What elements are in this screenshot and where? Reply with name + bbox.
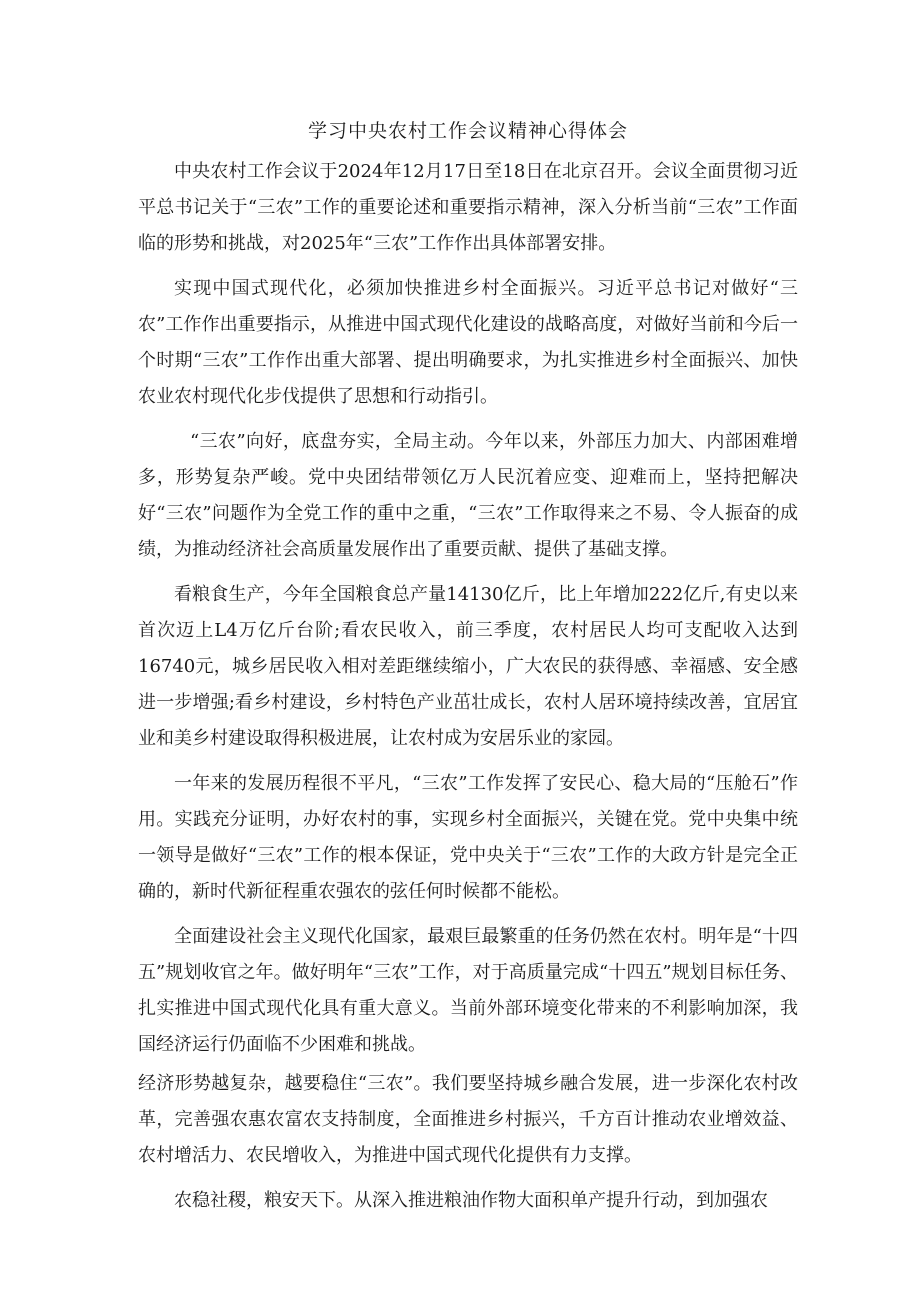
paragraph-meeting-intro: 中央农村工作会议于2024年12月17日至18日在北京召开。会议全面贯彻习近平总书记关于“三农”工作的重要论述和重要指示精神，深入分析当前“三农”工作面临的形势和挑战，对2025年“三农”工作作出具体部署安排。: [138, 161, 798, 254]
paragraph-economic-situation: 经济形势越复杂，越要稳住“三农”。我们要坚持城乡融合发展，进一步深化农村改革，完善强农惠农富农支持制度，全面推进乡村振兴，千方百计推动农业增效益、农村增活力、农民增收入，为推进中国式现代化提供有力支撑。: [138, 1073, 798, 1166]
paragraph-food-security: 农稳社稷，粮安天下。从深入推进粮油作物大面积单产提升行动，到加强农: [174, 1190, 768, 1211]
document-title: 学习中央农村工作会议精神心得体会: [307, 120, 628, 142]
paragraph-modern-country: 全面建设社会主义现代化国家，最艰巨最繁重的任务仍然在农村。明年是“十四五”规划收官之年。做好明年“三农”工作，对于高质量完成“十四五”规划目标任务、扎实推进中国式现代化具有重大意义。当前外部环境变化带来的不利影响加深，我国经济运行仍面临不少困难和挑战。: [138, 926, 798, 1055]
paragraph-development-course: 一年来的发展历程很不平凡，“三农”工作发挥了安民心、稳大局的“压舱石”作用。实践充分证明，办好农村的事，实现乡村全面振兴，关键在党。党中央集中统一领导是做好“三农”工作的根本保证，党中央关于“三农”工作的大政方针是完全正确的，新时代新征程重农强农的弦任何时候都不能松。: [138, 773, 798, 902]
paragraph-grain-production: 看粮食生产，今年全国粮食总产量14130亿斤，比上年增加222亿斤,有史以来首次迈上L4万亿斤台阶;看农民收入，前三季度，农村居民人均可支配收入达到16740元，城乡居民收入相对差距继续缩小，广大农民的获得感、幸福感、安全感进一步增强;看乡村建设，乡村特色产业茁壮成长，农村人居环境持续改善，宜居宜业和美乡村建设取得积极进展，让农村成为安居乐业的家园。: [138, 584, 798, 749]
document-page: [138, 118, 798, 1228]
paragraph-three-rural-issues: “三农”向好，底盘夯实，全局主动。今年以来，外部压力加大、内部困难增多，形势复杂严峻。党中央团结带领亿万人民沉着应变、迎难而上，坚持把解决好“三农”问题作为全党工作的重中之重，“三农”工作取得来之不易、令人振奋的成绩，为推动经济社会高质量发展作出了重要贡献、提供了基础支撑。: [138, 431, 798, 560]
paragraph-modernization: 实现中国式现代化，必须加快推进乡村全面振兴。习近平总书记对做好“三农”工作作出重要指示，从推进中国式现代化建设的战略高度，对做好当前和今后一个时期“三农”工作作出重大部署、提出明确要求，为扎实推进乡村全面振兴、加快农业农村现代化步伐提供了思想和行动指引。: [138, 278, 798, 407]
